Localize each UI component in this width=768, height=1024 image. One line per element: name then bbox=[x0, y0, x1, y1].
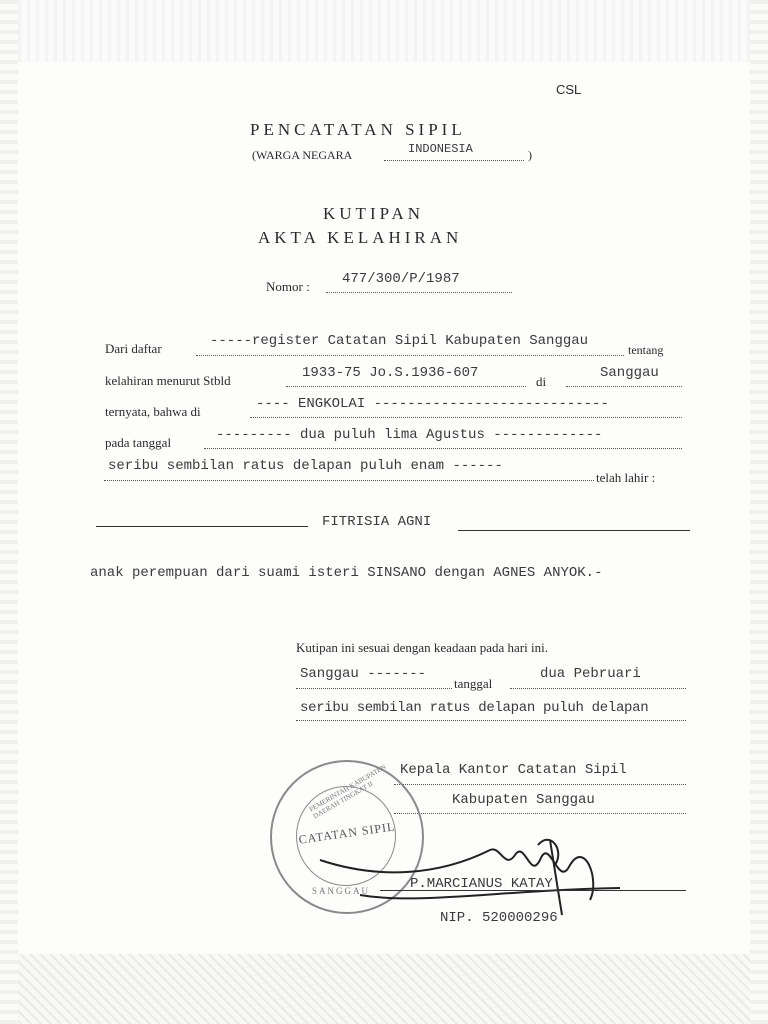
issue-year-dotted-line bbox=[296, 720, 686, 721]
stbld-value: 1933-75 Jo.S.1936-607 bbox=[302, 365, 479, 381]
document-code: CSL bbox=[556, 82, 582, 97]
citizenship-suffix: ) bbox=[528, 148, 532, 162]
office-title: PENCATATAN SIPIL bbox=[250, 120, 466, 139]
child-name: FITRISIA AGNI bbox=[322, 514, 432, 530]
name-line-right bbox=[458, 530, 690, 531]
date-dotted-line bbox=[204, 448, 682, 449]
birth-regency: Sanggau bbox=[600, 365, 659, 381]
date-label: pada tanggal bbox=[105, 435, 172, 450]
birth-village: ---- ENGKOLAI ---------------------------- bbox=[256, 396, 609, 412]
official-nip: NIP. 520000296 bbox=[440, 910, 558, 926]
stamp-center-text: CATATAN SIPIL bbox=[297, 819, 397, 847]
stamp-bottom-text: SANGGAU bbox=[312, 886, 371, 896]
register-label: Dari daftar bbox=[105, 341, 162, 356]
ornamental-border-top bbox=[0, 0, 768, 62]
certification-statement: Kutipan ini sesuai dengan keadaan pada hari ini. bbox=[296, 640, 548, 655]
register-value: -----register Catatan Sipil Kabupaten Sanggau bbox=[210, 333, 589, 349]
certificate-number: 477/300/P/1987 bbox=[342, 271, 460, 287]
number-dotted-line bbox=[326, 292, 512, 293]
tanggal-label: tanggal bbox=[454, 676, 493, 691]
citizenship-value: INDONESIA bbox=[408, 142, 473, 156]
document-title-line-2: AKTA KELAHIRAN bbox=[258, 228, 463, 247]
ornamental-border-right bbox=[750, 0, 768, 1024]
issue-year: seribu sembilan ratus delapan puluh delapan bbox=[300, 700, 649, 716]
location-label: ternyata, bahwa di bbox=[105, 404, 201, 419]
official-name: P.MARCIANUS KATAY. bbox=[410, 876, 562, 892]
ornamental-border-left bbox=[0, 0, 18, 1024]
place-dotted-line bbox=[566, 386, 682, 387]
issue-place-dotted-line bbox=[296, 688, 452, 689]
citizenship-prefix: (WARGA NEGARA bbox=[252, 148, 353, 162]
issue-date: dua Pebruari bbox=[540, 666, 641, 682]
birth-date: --------- dua puluh lima Agustus ------------- bbox=[216, 427, 603, 443]
register-dotted-line bbox=[196, 355, 624, 356]
born-label: telah lahir : bbox=[596, 470, 656, 485]
birth-year: seribu sembilan ratus delapan puluh enam ------ bbox=[108, 458, 503, 474]
issue-date-dotted-line bbox=[510, 688, 686, 689]
stamp-top-text: PEMERINTAH KABUPATEN DAERAH TINGKAT II bbox=[307, 762, 388, 821]
parents-line: anak perempuan dari suami isteri SINSANO dengan AGNES ANYOK.- bbox=[90, 565, 603, 581]
official-title: Kepala Kantor Catatan Sipil bbox=[400, 762, 627, 778]
citizenship-dotted-line bbox=[384, 160, 524, 161]
year-dotted-line bbox=[104, 480, 594, 481]
ornamental-border-bottom bbox=[0, 954, 768, 1024]
name-line-left bbox=[96, 526, 308, 527]
number-label: Nomor : bbox=[266, 279, 310, 294]
stbld-dotted-line bbox=[286, 386, 526, 387]
official-region: Kabupaten Sanggau bbox=[452, 792, 595, 808]
di-label: di bbox=[536, 374, 547, 389]
official-region-dotted-line bbox=[394, 813, 686, 814]
official-title-dotted-line bbox=[394, 784, 686, 785]
location-dotted-line bbox=[250, 417, 682, 418]
issue-place: Sanggau ------- bbox=[300, 666, 427, 682]
stbld-label: kelahiran menurut Stbld bbox=[105, 373, 231, 388]
document-title-line-1: KUTIPAN bbox=[323, 204, 425, 223]
register-suffix: tentang bbox=[628, 343, 664, 357]
